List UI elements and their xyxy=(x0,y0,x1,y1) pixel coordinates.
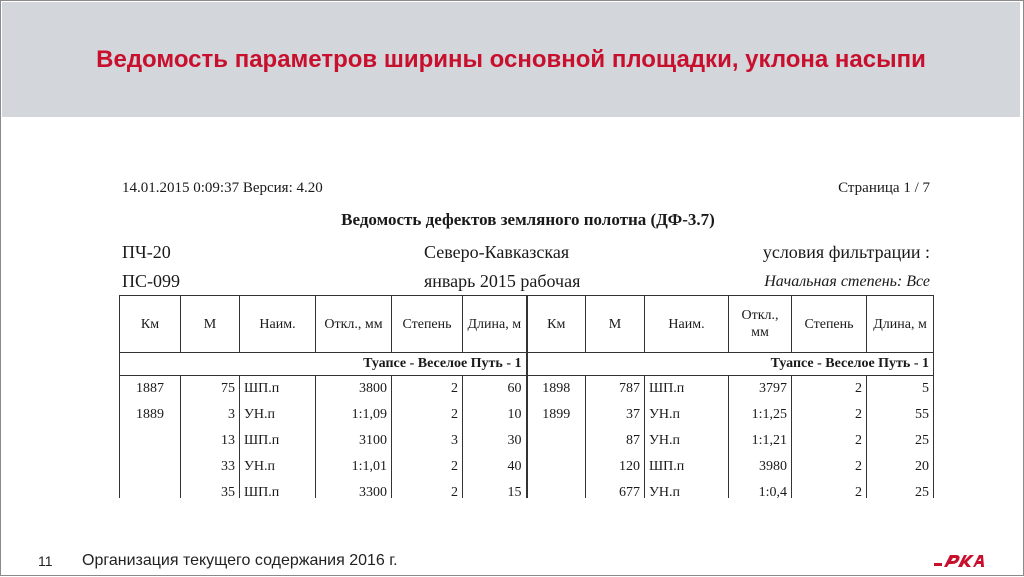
cell-m: 120 xyxy=(586,454,645,480)
cell-km: 1899 xyxy=(527,402,586,428)
column-header: Наим. xyxy=(645,296,729,353)
column-header: Откл., мм xyxy=(316,296,392,353)
cell-name: УН.п xyxy=(645,402,729,428)
cell-len: 40 xyxy=(463,454,527,480)
cell-km xyxy=(120,454,181,480)
cell-len: 30 xyxy=(463,428,527,454)
cell-name: УН.п xyxy=(240,402,316,428)
rzd-logo-icon xyxy=(934,550,986,572)
doc-filter-value: Начальная степень: Все xyxy=(764,273,930,290)
cell-km xyxy=(527,480,586,498)
table-header-row xyxy=(120,296,934,353)
column-header: Длина, м xyxy=(867,296,934,353)
doc-timestamp: 14.01.2015 0:09:37 Версия: 4.20 xyxy=(122,180,323,196)
column-header: Наим. xyxy=(240,296,316,353)
column-header: Длина, м xyxy=(463,296,527,353)
cell-dev: 1:1,01 xyxy=(316,454,392,480)
cell-m: 37 xyxy=(586,402,645,428)
cell-km xyxy=(120,480,181,498)
cell-m: 677 xyxy=(586,480,645,498)
cell-dev: 1:0,4 xyxy=(729,480,792,498)
table-row xyxy=(120,376,934,403)
cell-km xyxy=(120,428,181,454)
cell-dev: 3980 xyxy=(729,454,792,480)
cell-name: ШП.п xyxy=(240,480,316,498)
cell-deg: 2 xyxy=(792,402,867,428)
cell-dev: 3100 xyxy=(316,428,392,454)
cell-m: 787 xyxy=(586,376,645,403)
cell-len: 55 xyxy=(867,402,934,428)
cell-m: 3 xyxy=(181,402,240,428)
cell-name: УН.п xyxy=(240,454,316,480)
cell-len: 15 xyxy=(463,480,527,498)
cell-deg: 3 xyxy=(392,428,463,454)
cell-dev: 1:1,09 xyxy=(316,402,392,428)
cell-km: 1887 xyxy=(120,376,181,403)
cell-deg: 2 xyxy=(392,402,463,428)
cell-deg: 2 xyxy=(792,376,867,403)
column-header: Степень xyxy=(792,296,867,353)
doc-filter-label: условия фильтрации : xyxy=(762,242,930,262)
cell-len: 5 xyxy=(867,376,934,403)
slide-number: 11 xyxy=(38,553,53,569)
title-band xyxy=(2,2,1020,117)
cell-name: ШП.п xyxy=(645,376,729,403)
cell-m: 33 xyxy=(181,454,240,480)
cell-km xyxy=(527,454,586,480)
cell-len: 60 xyxy=(463,376,527,403)
cell-len: 25 xyxy=(867,480,934,498)
table-row xyxy=(120,454,934,480)
document-image xyxy=(118,172,938,498)
cell-deg: 2 xyxy=(792,480,867,498)
table-row xyxy=(120,428,934,454)
cell-deg: 2 xyxy=(792,428,867,454)
doc-pch: ПЧ-20 xyxy=(122,242,171,262)
doc-page-label: Страница 1 / 7 xyxy=(838,180,930,196)
column-header: М xyxy=(181,296,240,353)
column-header: Км xyxy=(527,296,586,353)
cell-deg: 2 xyxy=(792,454,867,480)
cell-deg: 2 xyxy=(392,376,463,403)
cell-m: 35 xyxy=(181,480,240,498)
cell-len: 20 xyxy=(867,454,934,480)
cell-len: 10 xyxy=(463,402,527,428)
column-header: Км xyxy=(120,296,181,353)
cell-dev: 1:1,25 xyxy=(729,402,792,428)
cell-m: 75 xyxy=(181,376,240,403)
cell-dev: 3797 xyxy=(729,376,792,403)
column-header: Степень xyxy=(392,296,463,353)
cell-dev: 1:1,21 xyxy=(729,428,792,454)
cell-name: ШП.п xyxy=(645,454,729,480)
column-header: Откл., мм xyxy=(729,296,792,353)
cell-deg: 2 xyxy=(392,454,463,480)
doc-title: Ведомость дефектов земляного полотна (ДФ-3.7) xyxy=(341,210,715,229)
cell-m: 13 xyxy=(181,428,240,454)
section-label-left: Туапсе - Веселое Путь - 1 xyxy=(120,353,527,376)
table-row xyxy=(120,402,934,428)
cell-name: УН.п xyxy=(645,480,729,498)
cell-km xyxy=(527,428,586,454)
slide-title: Ведомость параметров ширины основной площадки, уклона насыпи xyxy=(96,45,926,73)
doc-railway: Северо-Кавказская xyxy=(424,242,570,262)
section-label-right: Туапсе - Веселое Путь - 1 xyxy=(527,353,934,376)
section-row xyxy=(120,353,934,376)
cell-name: ШП.п xyxy=(240,376,316,403)
cell-dev: 3300 xyxy=(316,480,392,498)
cell-m: 87 xyxy=(586,428,645,454)
footer-text: Организация текущего содержания 2016 г. xyxy=(82,552,398,569)
cell-name: УН.п xyxy=(645,428,729,454)
cell-name: ШП.п xyxy=(240,428,316,454)
doc-period: январь 2015 рабочая xyxy=(424,271,581,291)
cell-km: 1898 xyxy=(527,376,586,403)
doc-ps: ПС-099 xyxy=(122,271,180,291)
defects-table xyxy=(119,295,934,498)
cell-len: 25 xyxy=(867,428,934,454)
cell-dev: 3800 xyxy=(316,376,392,403)
cell-deg: 2 xyxy=(392,480,463,498)
cell-km: 1889 xyxy=(120,402,181,428)
column-header: М xyxy=(586,296,645,353)
table-row xyxy=(120,480,934,498)
